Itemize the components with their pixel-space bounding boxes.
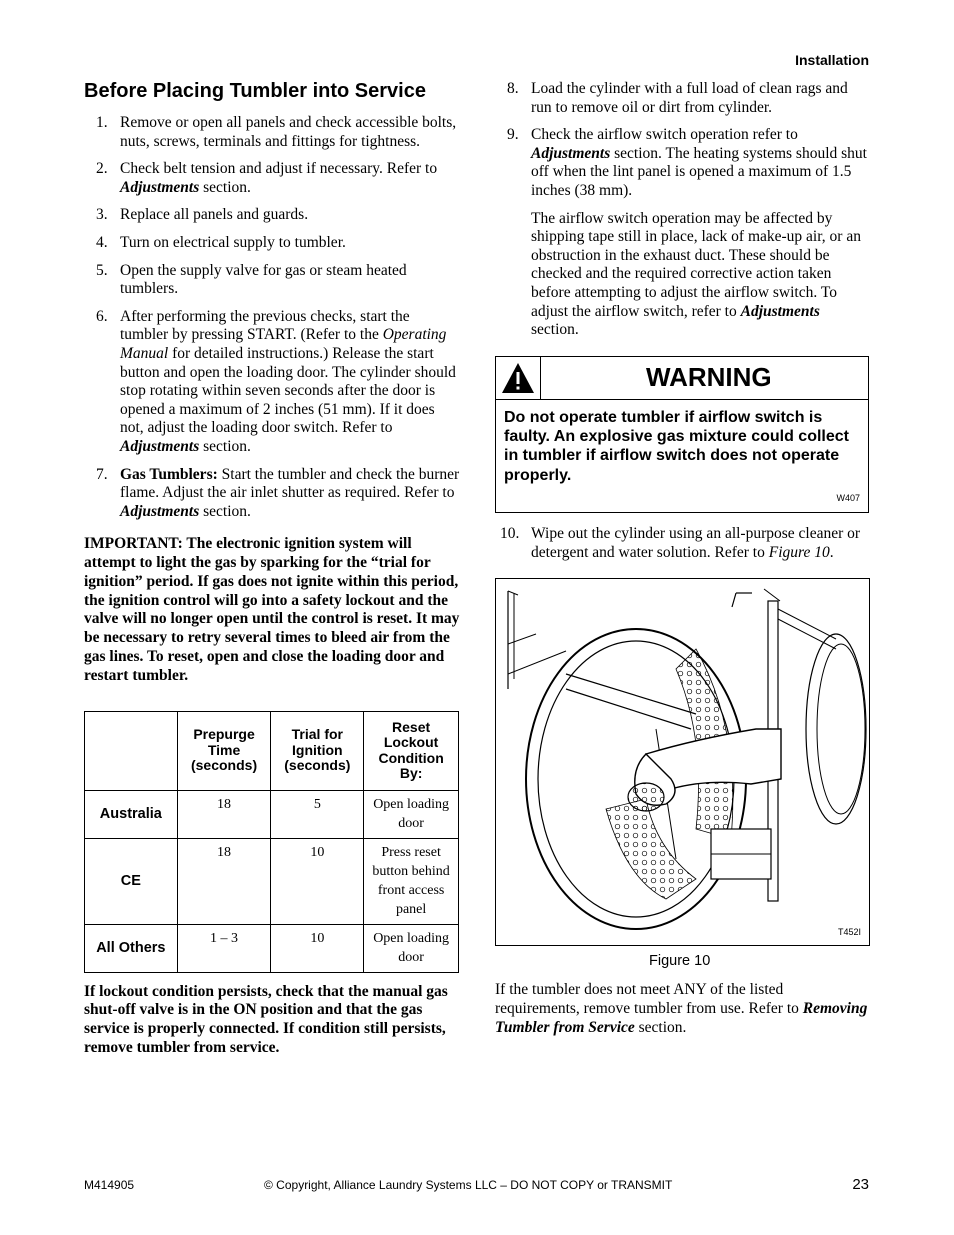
table-header-row (85, 711, 459, 790)
steps-list-continued (495, 80, 871, 201)
steps-list-continued-2 (495, 525, 871, 562)
warning-title: WARNING (646, 361, 772, 392)
left-column (84, 78, 460, 1058)
lockout-note: If lockout condition persists, check that the manual gas shut-off valve is in the ON position and that the gas service is properly connected. If condition still persists, remove tumbler from service. (84, 982, 448, 1057)
right-column (495, 80, 871, 1037)
list-item: 7. Gas Tumblers: Start the tumbler and check the burner flame. Adjust the air inlet shutter as required. Refer to Adjustments section. (96, 465, 460, 520)
operating-manual-ref: Operating Manual (120, 326, 447, 362)
table-row: CE 18 10 Press reset button behind front access panel (85, 838, 459, 924)
list-item: 10. Wipe out the cylinder using an all-purpose cleaner or detergent and water solution. Refer to Figure 10. (500, 525, 861, 561)
steps-list (84, 114, 460, 521)
ignition-table (84, 711, 459, 973)
adjustments-ref: Adjustments (120, 502, 200, 520)
list-item: 5. Open the supply valve for gas or steam heated tumblers. (96, 261, 407, 298)
adjustments-ref: Adjustments (120, 437, 200, 455)
important-note: IMPORTANT: The electronic ignition system will attempt to light the gas by sparking for the “trial for ignition” period. If gas does not ignite within this period, the ignition control will go into a safety lockout and the valve will no longer open until the control is reset. It may be necessary to retry several times to bleed air from the gas lines. To reset, open and close the loading door and restart tumbler. (84, 535, 460, 684)
warning-text: Do not operate tumbler if airflow switch is faulty. An explosive gas mixture could collect in tumbler if airflow switch does not operate properly. (504, 408, 849, 484)
figure-caption: Figure 10 (649, 953, 711, 970)
col-header-reset: Reset Lockout Condition By: (364, 711, 459, 790)
figure-10 (495, 578, 870, 946)
list-item: 2. Check belt tension and adjust if necessary. Refer to Adjustments section. (96, 160, 438, 196)
warning-header (496, 357, 868, 400)
list-item: 3. Replace all panels and guards. (96, 206, 309, 224)
list-item: 1. Remove or open all panels and check accessible bolts, nuts, screws, terminals and fittings for tightness. (96, 114, 457, 150)
doc-id: M414905 (84, 1178, 135, 1192)
page-number: 23 (852, 1176, 869, 1193)
tumbler-cylinder-illustration (496, 579, 869, 945)
section-heading: Before Placing Tumbler into Service (84, 80, 426, 102)
adjustments-ref: Adjustments (740, 302, 820, 320)
figure-code: T452I (837, 927, 861, 938)
warning-box (495, 356, 869, 513)
figure-ref: Figure 10 (768, 543, 830, 561)
table-row: Australia 18 5 Open loading door (85, 790, 459, 838)
airflow-paragraph: The airflow switch operation may be affected by shipping tape still in place, lack of make-up air, or an obstruction in the exhaust duct. These should be checked and the required corrective action taken before attempting to adjust the airflow switch. To adjust the airflow switch, refer to Adjustments section. (531, 209, 861, 339)
col-header-trial: Trial for Ignition (seconds) (271, 711, 364, 790)
closing-paragraph: If the tumbler does not meet ANY of the listed requirements, remove tumbler from use. Refer to Removing Tumbler from Service section. (495, 981, 868, 1036)
copyright: © Copyright, Alliance Laundry Systems LLC – DO NOT COPY or TRANSMIT (264, 1178, 673, 1192)
adjustments-ref: Adjustments (531, 144, 611, 162)
list-item: 9. Check the airflow switch operation refer to Adjustments section. The heating systems should shut off when the lint panel is opened a maximum of 1.5 inches (38 mm). (507, 126, 867, 199)
warning-triangle-icon (496, 357, 540, 399)
adjustments-ref: Adjustments (120, 178, 200, 196)
list-item: 4. Turn on electrical supply to tumbler. (96, 233, 346, 251)
col-header-prepurge: Prepurge Time (seconds) (177, 711, 271, 790)
table-row: All Others 1 – 3 10 Open loading door (85, 924, 459, 972)
warning-code: W407 (836, 492, 860, 503)
section-header: Installation (795, 52, 869, 68)
removing-tumbler-ref: Removing Tumbler from Service (495, 999, 868, 1036)
list-item: 6. After performing the previous checks, start the tumbler by pressing START. (Refer to the Operating Manual for detailed instructions.) Release the start button and open the loading door. The cylinder should stop rotating within seven seconds after the door is opened a maximum of 2 inches (51 mm). If it does not, adjust the loading door switch. Refer to Adjustments section. (96, 307, 456, 455)
list-item: 8. Load the cylinder with a full load of clean rags and run to remove oil or dirt from cylinder. (507, 80, 848, 116)
